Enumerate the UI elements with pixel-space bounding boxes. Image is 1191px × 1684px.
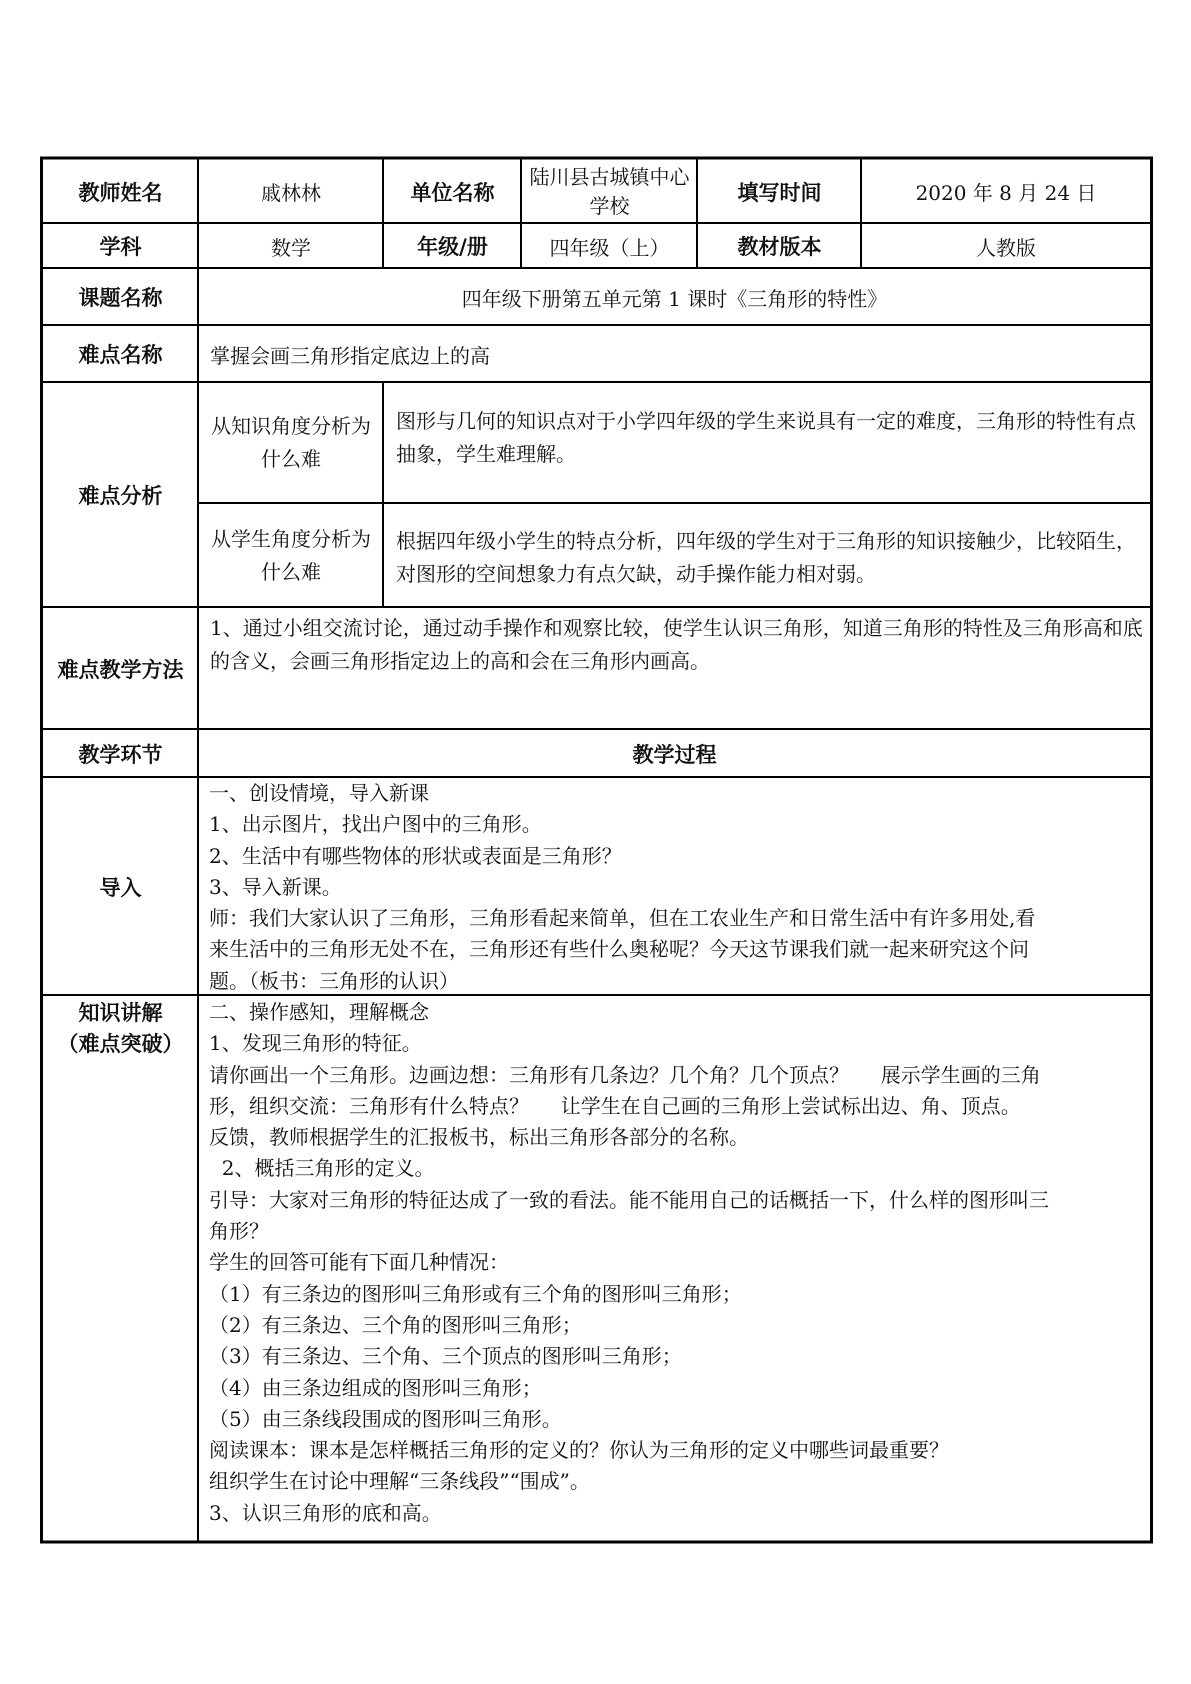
unit-name-value: 陆川县古城镇中心学校 bbox=[529, 164, 690, 218]
teacher-name-label: 教师姓名 bbox=[78, 180, 163, 205]
process-header: 教学过程 bbox=[632, 742, 717, 767]
subject-label: 学科 bbox=[99, 235, 142, 259]
knowledge-line: 反馈，教师根据学生的汇报板书，标出三角形各部分的名称。 bbox=[209, 1125, 749, 1150]
difficulty-value: 掌握会画三角形指定底边上的高 bbox=[210, 343, 490, 368]
student-angle-label: 从学生角度分析为什么难 bbox=[211, 526, 371, 584]
intro-line: 来生活中的三角形无处不在，三角形还有些什么奥秘呢？今天这节课我们就一起来研究这个问 bbox=[209, 937, 1029, 962]
intro-line: 3、导入新课。 bbox=[209, 874, 342, 899]
analysis-label: 难点分析 bbox=[78, 484, 163, 508]
knowledge-line: 组织学生在讨论中理解“三条线段”“围成”。 bbox=[209, 1469, 590, 1494]
knowledge-line: 2、概括三角形的定义。 bbox=[209, 1156, 435, 1181]
edition-value: 人教版 bbox=[976, 235, 1036, 260]
knowledge-angle-label: 从知识角度分析为什么难 bbox=[211, 414, 371, 471]
intro-line: 题。（板书：三角形的认识） bbox=[209, 968, 459, 993]
unit-name-label: 单位名称 bbox=[410, 180, 495, 205]
intro-line: 师：我们大家认识了三角形，三角形看起来简单，但在工农业生产和日常生活中有许多用处,看 bbox=[209, 906, 1036, 931]
knowledge-line: 二、操作感知，理解概念 bbox=[209, 1000, 429, 1024]
knowledge-line: 引导：大家对三角形的特征达成了一致的看法。能不能用自己的话概括一下，什么样的图形叫三 bbox=[209, 1187, 1049, 1212]
fill-date-value: 2020 年 8 月 24 日 bbox=[915, 181, 1097, 205]
topic-value: 四年级下册第五单元第 1 课时《三角形的特性》 bbox=[461, 286, 888, 311]
intro-line: 1、出示图片，找出户图中的三角形。 bbox=[209, 812, 542, 837]
knowledge-line: （1）有三条边的图形叫三角形或有三个角的图形叫三角形； bbox=[209, 1281, 742, 1306]
subject-value: 数学 bbox=[271, 235, 311, 260]
knowledge-line: （2）有三条边、三个角的图形叫三角形； bbox=[209, 1312, 582, 1337]
method-label: 难点教学方法 bbox=[57, 657, 184, 682]
knowledge-line: 形，组织交流：三角形有什么特点？ 让学生在自己画的三角形上尝试标出边、角、顶点。 bbox=[209, 1093, 1021, 1118]
knowledge-angle-text: 图形与几何的知识点对于小学四年级的学生来说具有一定的难度，三角形的特性有点抽象，学生难理解。 bbox=[396, 409, 1136, 466]
student-angle-text: 根据四年级小学生的特点分析，四年级的学生对于三角形的知识接触少，比较陌生，对图形的空间想象力有点欠缺，动手操作能力相对弱。 bbox=[396, 529, 1136, 586]
knowledge-line: （3）有三条边、三个角、三个顶点的图形叫三角形； bbox=[209, 1344, 682, 1369]
difficulty-label: 难点名称 bbox=[78, 343, 163, 367]
intro-label: 导入 bbox=[99, 875, 142, 900]
grade-value: 四年级（上） bbox=[549, 235, 670, 260]
knowledge-line: 学生的回答可能有下面几种情况： bbox=[209, 1250, 509, 1275]
intro-line: 一、创设情境，导入新课 bbox=[209, 781, 429, 805]
knowledge-text bbox=[209, 997, 1149, 1529]
teacher-name-value: 戚林林 bbox=[261, 181, 321, 205]
knowledge-line: 请你画出一个三角形。边画边想：三角形有几条边？几个角？几个顶点？ 展示学生画的三角 bbox=[209, 1062, 1041, 1087]
intro-line: 2、生活中有哪些物体的形状或表面是三角形？ bbox=[209, 843, 622, 868]
grade-label: 年级/册 bbox=[417, 235, 488, 259]
topic-label: 课题名称 bbox=[78, 286, 163, 310]
method-text: 1、通过小组交流讨论，通过动手操作和观察比较，使学生认识三角形，知道三角形的特性及三角形高和底的含义，会画三角形指定边上的高和会在三角形内画高。 bbox=[210, 616, 1143, 673]
knowledge-label bbox=[43, 998, 198, 1060]
knowledge-label-line1: 知识讲解 bbox=[78, 1001, 163, 1025]
stage-header: 教学环节 bbox=[78, 742, 163, 767]
knowledge-label-line2: （难点突破） bbox=[57, 1032, 184, 1056]
knowledge-line: （5）由三条线段围成的图形叫三角形。 bbox=[209, 1406, 562, 1431]
knowledge-line: 角形？ bbox=[209, 1219, 269, 1244]
knowledge-line: 阅读课本：课本是怎样概括三角形的定义的？你认为三角形的定义中哪些词最重要？ bbox=[209, 1438, 949, 1463]
edition-label: 教材版本 bbox=[737, 235, 822, 259]
knowledge-line: （4）由三条边组成的图形叫三角形； bbox=[209, 1375, 542, 1400]
knowledge-line: 1、发现三角形的特征。 bbox=[209, 1031, 422, 1056]
fill-date-label: 填写时间 bbox=[737, 180, 822, 205]
knowledge-line: 3、认识三角形的底和高。 bbox=[209, 1500, 442, 1525]
intro-text bbox=[209, 778, 1149, 997]
